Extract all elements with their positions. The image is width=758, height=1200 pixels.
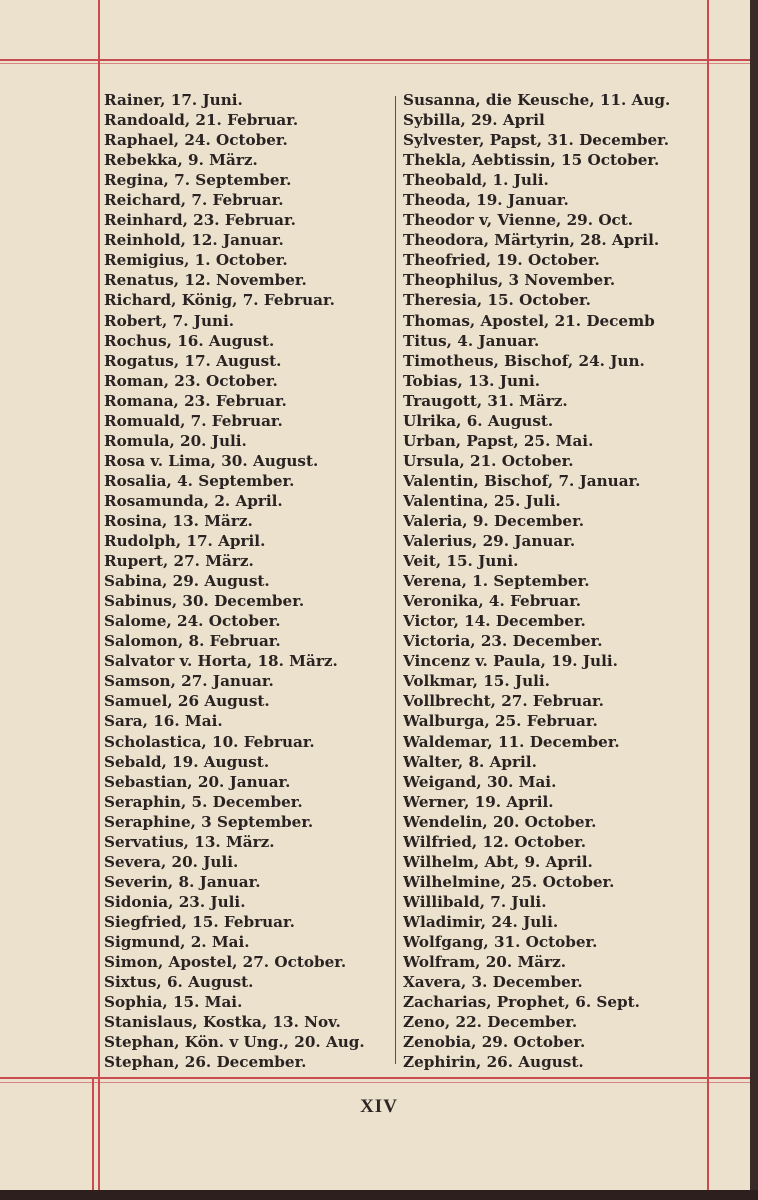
name-day-entry: Salome, 24. October. [104, 612, 281, 631]
name-day-entry: Thekla, Aebtissin, 15 October. [403, 151, 660, 170]
name-day-entry: Weigand, 30. Mai. [403, 772, 557, 791]
name-day-entry: Richard, König, 7. Februar. [104, 291, 335, 310]
name-day-entry: Werner, 19. April. [403, 792, 554, 811]
name-day-entry: Simon, Apostel, 27. October. [104, 953, 347, 972]
left-column [104, 90, 390, 1072]
name-day-entry: Wilhelm, Abt, 9. April. [403, 852, 593, 871]
name-day-entry: Wilfried, 12. October. [403, 832, 586, 851]
name-day-entry: Victor, 14. December. [403, 612, 586, 631]
name-day-entry: Willibald, 7. Juli. [403, 892, 547, 911]
name-day-entry: Traugott, 31. März. [403, 391, 568, 410]
name-day-entry: Robert, 7. Juni. [104, 311, 235, 330]
name-day-entry: Remigius, 1. October. [104, 251, 288, 270]
name-day-entry: Seraphin, 5. December. [104, 792, 303, 811]
name-day-entry: Rudolph, 17. April. [104, 532, 266, 551]
name-day-entry: Rogatus, 17. August. [104, 351, 282, 370]
name-day-entry: Siegfried, 15. Februar. [104, 912, 295, 931]
name-day-entry: Severa, 20. Juli. [104, 852, 239, 871]
top-margin-rule [0, 59, 750, 61]
name-day-entry: Wilhelmine, 25. October. [403, 872, 615, 891]
name-day-entry: Valeria, 9. December. [403, 511, 584, 530]
name-day-entry: Rebekka, 9. März. [104, 151, 258, 170]
name-day-entry: Sylvester, Papst, 31. December. [403, 131, 670, 150]
name-day-entry: Rosalia, 4. September. [104, 471, 295, 490]
name-day-entry: Ursula, 21. October. [403, 451, 574, 470]
top-margin-rule-thin [0, 63, 750, 64]
name-day-entry: Vincenz v. Paula, 19. Juli. [403, 652, 618, 671]
book-edge-bottom [0, 1190, 758, 1200]
name-day-entry: Romuald, 7. Februar. [104, 411, 283, 430]
name-day-entry: Verena, 1. September. [403, 572, 590, 591]
name-day-entry: Reinhold, 12. Januar. [104, 231, 284, 250]
bottom-margin-rule-thin [0, 1082, 750, 1083]
name-day-entry: Servatius, 13. März. [104, 832, 275, 851]
name-day-entry: Salvator v. Horta, 18. März. [104, 652, 338, 671]
name-day-entry: Seraphine, 3 September. [104, 812, 314, 831]
left-margin-rule-lower [92, 1077, 94, 1190]
name-day-entry: Stephan, Kön. v Ung., 20. Aug. [104, 1033, 365, 1052]
name-day-entry: Romana, 23. Februar. [104, 391, 287, 410]
left-margin-rule [98, 0, 100, 1190]
name-day-entry: Thomas, Apostel, 21. Decemb [403, 311, 655, 330]
name-day-entry: Theresia, 15. October. [403, 291, 591, 310]
name-day-entry: Wolfgang, 31. October. [403, 932, 598, 951]
name-day-entry: Sabinus, 30. December. [104, 592, 305, 611]
name-day-entry: Victoria, 23. December. [403, 632, 603, 651]
name-day-entry: Sabina, 29. August. [104, 572, 270, 591]
right-column [403, 90, 708, 1072]
name-day-entry: Tobias, 13. Juni. [403, 371, 541, 390]
name-day-entry: Xavera, 3. December. [403, 973, 583, 992]
book-edge-right [750, 0, 758, 1200]
page-number: XIV [360, 1096, 398, 1117]
name-day-entry: Roman, 23. October. [104, 371, 278, 390]
name-day-entry: Reichard, 7. Februar. [104, 191, 284, 210]
name-day-entry: Wladimir, 24. Juli. [403, 912, 559, 931]
name-day-entry: Timotheus, Bischof, 24. Jun. [403, 351, 645, 370]
name-day-entry: Samson, 27. Januar. [104, 672, 274, 691]
name-day-entry: Theodora, Märtyrin, 28. April. [403, 231, 660, 250]
name-day-entry: Zephirin, 26. August. [403, 1053, 584, 1072]
name-day-entry: Stanislaus, Kostka, 13. Nov. [104, 1013, 341, 1032]
name-day-entry: Ulrika, 6. August. [403, 411, 554, 430]
name-day-entry: Valentina, 25. Juli. [403, 491, 561, 510]
name-day-entry: Titus, 4. Januar. [403, 331, 540, 350]
name-day-entry: Wendelin, 20. October. [403, 812, 597, 831]
name-day-entry: Rosa v. Lima, 30. August. [104, 451, 319, 470]
name-day-entry: Sebastian, 20. Januar. [104, 772, 291, 791]
name-day-entry: Scholastica, 10. Februar. [104, 732, 315, 751]
name-day-entry: Rosina, 13. März. [104, 511, 253, 530]
name-day-entry: Waldemar, 11. December. [403, 732, 620, 751]
name-day-entry: Theodor v, Vienne, 29. Oct. [403, 211, 634, 230]
name-day-entry: Sixtus, 6. August. [104, 973, 254, 992]
name-day-entry: Theofried, 19. October. [403, 251, 600, 270]
name-day-entry: Rosamunda, 2. April. [104, 491, 283, 510]
name-day-entry: Veit, 15. Juni. [403, 552, 519, 571]
name-day-entry: Romula, 20. Juli. [104, 431, 247, 450]
name-day-entry: Vollbrecht, 27. Februar. [403, 692, 604, 711]
name-day-entry: Raphael, 24. October. [104, 131, 288, 150]
name-day-entry: Rupert, 27. März. [104, 552, 254, 571]
name-day-entry: Sophia, 15. Mai. [104, 993, 243, 1012]
name-day-entry: Rochus, 16. August. [104, 331, 275, 350]
name-day-entry: Volkmar, 15. Juli. [403, 672, 550, 691]
name-day-entry: Sybilla, 29. April [403, 111, 545, 130]
name-day-entry: Zacharias, Prophet, 6. Sept. [403, 993, 640, 1012]
name-day-entry: Wolfram, 20. März. [403, 953, 567, 972]
name-day-entry: Salomon, 8. Februar. [104, 632, 281, 651]
name-day-entry: Samuel, 26 August. [104, 692, 270, 711]
name-day-entry: Reinhard, 23. Februar. [104, 211, 296, 230]
name-day-entry: Theobald, 1. Juli. [403, 171, 549, 190]
name-day-entry: Walter, 8. April. [403, 752, 537, 771]
name-day-entry: Rainer, 17. Juni. [104, 91, 243, 109]
column-divider [395, 96, 396, 1064]
name-day-entry: Valerius, 29. Januar. [403, 532, 576, 551]
name-day-entry: Urban, Papst, 25. Mai. [403, 431, 594, 450]
name-day-entry: Regina, 7. September. [104, 171, 292, 190]
name-day-entry: Walburga, 25. Februar. [403, 712, 598, 731]
name-day-entry: Zeno, 22. December. [403, 1013, 578, 1032]
name-day-entry: Stephan, 26. December. [104, 1053, 307, 1072]
name-day-entry: Theophilus, 3 November. [403, 271, 616, 290]
name-day-entry: Sara, 16. Mai. [104, 712, 223, 731]
name-day-entry: Valentin, Bischof, 7. Januar. [403, 471, 641, 490]
name-day-entry: Sebald, 19. August. [104, 752, 270, 771]
name-day-entry: Veronika, 4. Februar. [403, 592, 582, 611]
name-day-entry: Randoald, 21. Februar. [104, 111, 299, 130]
bottom-margin-rule [0, 1077, 750, 1079]
name-day-entry: Renatus, 12. November. [104, 271, 307, 290]
name-day-entry: Susanna, die Keusche, 11. Aug. [403, 91, 671, 109]
name-day-entry: Sigmund, 2. Mai. [104, 932, 250, 951]
name-day-entry: Severin, 8. Januar. [104, 872, 261, 891]
name-day-entry: Theoda, 19. Januar. [403, 191, 569, 210]
name-day-entry: Sidonia, 23. Juli. [104, 892, 246, 911]
name-day-entry: Zenobia, 29. October. [403, 1033, 586, 1052]
